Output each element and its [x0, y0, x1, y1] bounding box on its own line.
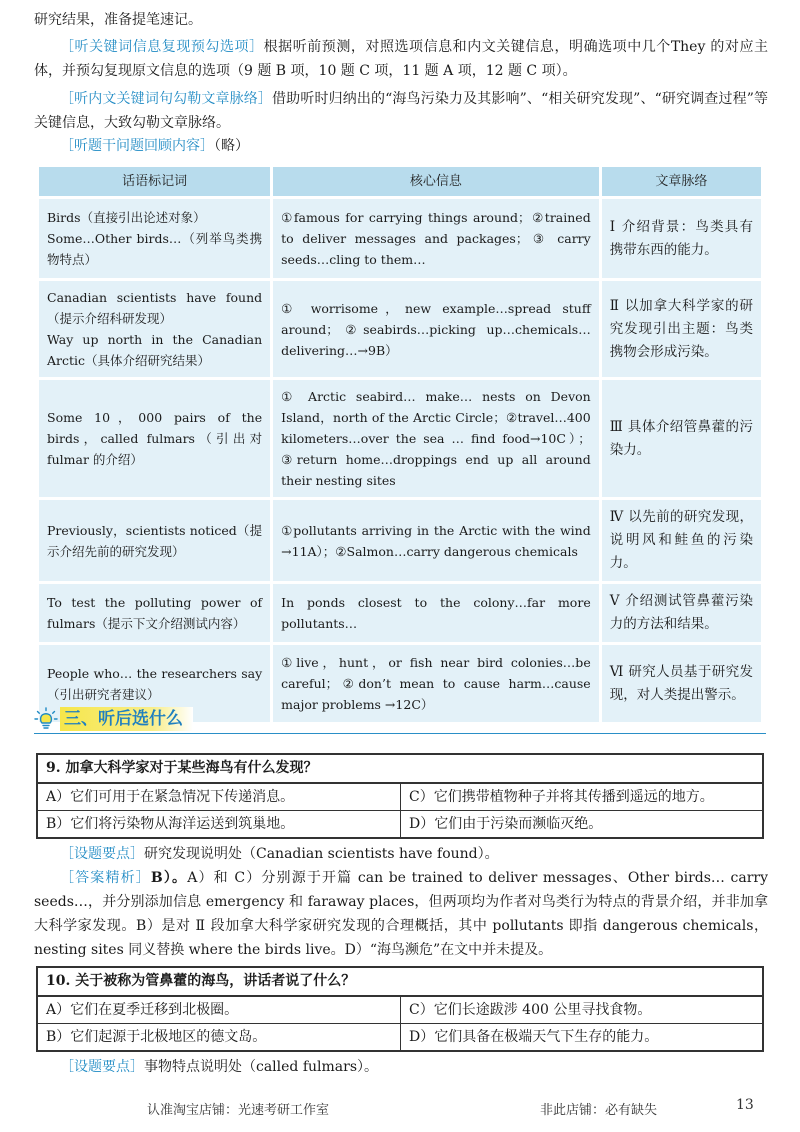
question-9-title: 9. 加拿大科学家对于某些海鸟有什么发现？ — [38, 755, 762, 784]
table-cell-outline: Ⅳ 以先前的研究发现，说明风和鲑鱼的污染力。 — [600, 499, 762, 583]
intro-tag-1: ［听关键词信息复现预勾选项］ — [60, 39, 264, 55]
q9-answer-paragraph — [34, 866, 768, 962]
q10-point-paragraph — [34, 1055, 768, 1079]
q9-answer-key: B）。 — [150, 870, 188, 886]
intro-paragraph-2 — [34, 87, 768, 135]
intro-tag-3: ［听题干问题回顾内容］ — [60, 138, 214, 154]
listening-analysis-table — [36, 164, 764, 725]
table-cell-outline: Ⅰ 介绍背景：鸟类具有携带东西的能力。 — [600, 198, 762, 280]
intro-text-2: 借助听时归纳出的“海鸟污染力及其影响”、“相关研究发现”、“研究调查过程”等关键信息，大致勾勒文章脉络。 — [34, 91, 769, 131]
option-c[interactable]: C）它们携带植物种子并将其传播到遥远的地方。 — [400, 784, 762, 810]
table-cell-outline: Ⅴ 介绍测试管鼻藿污染力的方法和结果。 — [600, 583, 762, 644]
option-a[interactable]: A）它们可用于在紧急情况下传递消息。 — [46, 789, 295, 805]
question-10-box — [36, 966, 764, 1052]
table-header-cell: 话语标记词 — [38, 166, 272, 198]
question-9-box — [36, 753, 764, 839]
table-cell-marker: Canadian scientists have found（提示介绍科研发现） Way up north in the Canadian Arctic（具体介绍研究结果） — [38, 280, 272, 379]
table-cell-core: ① Arctic seabird… make… nests on Devon Island，north of the Arctic Circle；②travel…400 kilometers…over the sea … find food→10C）；③return home…droppings end up all around their nesting sites — [272, 379, 601, 499]
option-c[interactable]: C）它们长途跋涉 400 公里寻找食物。 — [400, 997, 762, 1023]
footer-left: 认准淘宝店铺：光速考研工作室 — [147, 1103, 330, 1118]
table-cell-outline: Ⅲ 具体介绍管鼻藿的污染力。 — [600, 379, 762, 499]
lightbulb-icon — [34, 707, 58, 731]
intro-paragraph-0 — [34, 8, 768, 32]
option-row — [38, 997, 762, 1023]
option-row — [38, 784, 762, 810]
table-header-row — [38, 166, 763, 198]
option-row — [38, 810, 762, 837]
page-number: 13 — [736, 1097, 754, 1113]
table-cell-core: ① worrisome，new example…spread stuff around；②seabirds…picking up…chemicals… delivering…→9B） — [272, 280, 601, 379]
table-cell-outline: Ⅱ 以加拿大科学家的研究发现引出主题：鸟类携物会形成污染。 — [600, 280, 762, 379]
table-cell-core: ①famous for carrying things around；②trained to deliver messages and packages；③ carry seeds…cling to them… — [272, 198, 601, 280]
table-header-cell: 文章脉络 — [600, 166, 762, 198]
table-cell-core: ①live，hunt，or fish near bird colonies…be careful；②don’t mean to cause harm…cause major problems →12C） — [272, 644, 601, 724]
footer-right: 非此店铺：必有缺失 — [540, 1103, 658, 1118]
section-heading — [34, 705, 766, 734]
table-row — [38, 280, 763, 379]
table-row — [38, 379, 763, 499]
option-b[interactable]: B）它们将污染物从海洋运送到筑巢地。 — [46, 816, 295, 832]
table-row — [38, 499, 763, 583]
table-row — [38, 198, 763, 280]
q9-answer-text: A）和 C）分别源于开篇 can be trained to deliver messages、Other birds… carry seeds…，并分别添加信息 emergency 和 faraway places，但两项均为作者对鸟类行为特点的背景介绍，并非加拿大科学家发现。B）是对 Ⅱ 段加拿大科学家研究发现的合理概括，其中 pollutants 即指 dangerous chemicals，nesting sites 同义替换 where the birds live。D）“海鸟濒危”在文中并未提及。 — [34, 870, 768, 958]
q10-point-text: 事物特点说明处（called fulmars）。 — [144, 1059, 379, 1075]
option-a[interactable]: A）它们在夏季迁移到北极圈。 — [46, 1002, 239, 1018]
table-cell-core: ①pollutants arriving in the Arctic with the wind →11A）；②Salmon…carry dangerous chemicals — [272, 499, 601, 583]
intro-text-0: 研究结果，准备提笔速记。 — [34, 12, 202, 28]
q10-point-tag: ［设题要点］ — [60, 1059, 144, 1075]
option-b[interactable]: B）它们起源于北极地区的德文岛。 — [46, 1029, 267, 1045]
q9-point-tag: ［设题要点］ — [60, 846, 144, 862]
table-header-cell: 核心信息 — [272, 166, 601, 198]
intro-text-3: （略） — [214, 138, 249, 154]
table-cell-marker: Previously，scientists noticed（提示介绍先前的研究发现） — [38, 499, 272, 583]
table-cell-core: In ponds closest to the colony…far more pollutants… — [272, 583, 601, 644]
option-row — [38, 1023, 762, 1050]
question-10-title: 10. 关于被称为管鼻藿的海鸟，讲话者说了什么？ — [38, 968, 762, 997]
table-cell-marker: Some 10，000 pairs of the birds，called fulmars（引出对 fulmar 的介绍） — [38, 379, 272, 499]
intro-paragraph-3 — [34, 134, 768, 158]
table-cell-marker: To test the polluting power of fulmars（提示下文介绍测试内容） — [38, 583, 272, 644]
table-cell-outline: Ⅵ 研究人员基于研究发现，对人类提出警示。 — [600, 644, 762, 724]
option-d[interactable]: D）它们具备在极端天气下生存的能力。 — [400, 1024, 762, 1050]
q9-point-paragraph — [34, 842, 768, 866]
intro-text-1: 根据听前预测，对照选项信息和内文关键信息，明确选项中几个They 的对应主体，并预勾复现原文信息的选项（9 题 B 项，10 题 C 项，11 题 A 项，12 题 C 项）。 — [34, 39, 768, 79]
option-d[interactable]: D）它们由于污染而濒临灭绝。 — [400, 811, 762, 837]
q9-answer-tag: ［答案精析］ — [60, 870, 151, 886]
intro-tag-2: ［听内文关键词句勾勒文章脉络］ — [60, 91, 273, 107]
table-cell-marker: Birds（直接引出论述对象） Some…Other birds…（列举鸟类携物特点） — [38, 198, 272, 280]
q9-point-text: 研究发现说明处（Canadian scientists have found）。 — [144, 846, 499, 862]
intro-paragraph-1 — [34, 35, 768, 83]
table-cell-marker: People who… the researchers say（引出研究者建议） — [38, 644, 272, 724]
section-title: 三、听后选什么 — [60, 707, 193, 731]
table-row — [38, 583, 763, 644]
